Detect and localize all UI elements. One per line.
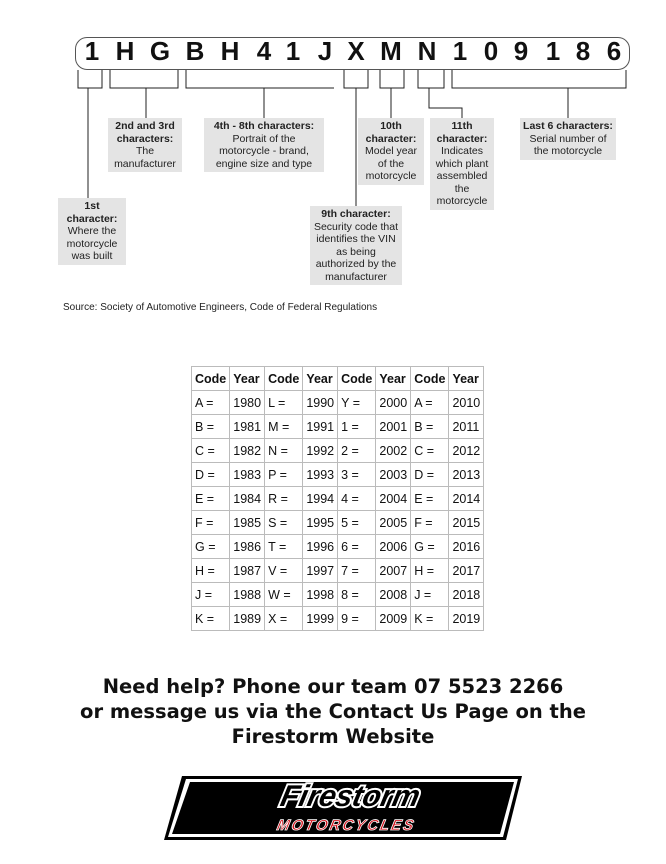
year-cell: 1982	[230, 439, 265, 463]
year-cell: 1983	[230, 463, 265, 487]
vin-character: 8	[575, 36, 591, 66]
bracket-1st	[78, 70, 102, 198]
code-cell: 5 =	[338, 511, 376, 535]
year-cell: 2010	[449, 391, 484, 415]
label-2nd-3rd: 2nd and 3rd characters: The manufacturer	[108, 118, 182, 172]
vin-character: N	[417, 36, 437, 66]
table-row	[192, 583, 484, 607]
year-cell: 2018	[449, 583, 484, 607]
vin-character: M	[380, 36, 402, 66]
year-cell: 1984	[230, 487, 265, 511]
code-cell: D =	[192, 463, 230, 487]
code-cell: F =	[411, 511, 449, 535]
year-cell: 1989	[230, 607, 265, 631]
vin-character: 1	[545, 36, 561, 66]
firestorm-logo	[160, 770, 530, 844]
code-cell: E =	[411, 487, 449, 511]
label-10th: 10th character: Model year of the motorcycle	[358, 118, 424, 185]
code-cell: J =	[411, 583, 449, 607]
label-1st: 1st character: Where the motorcycle was built	[58, 198, 126, 265]
table-row	[192, 415, 484, 439]
code-cell: W =	[265, 583, 303, 607]
code-cell: X =	[265, 607, 303, 631]
code-cell: C =	[411, 439, 449, 463]
year-cell: 2004	[376, 487, 411, 511]
year-cell: 2001	[376, 415, 411, 439]
code-cell: A =	[192, 391, 230, 415]
year-cell: 2006	[376, 535, 411, 559]
year-cell: 1998	[303, 583, 338, 607]
year-cell: 2015	[449, 511, 484, 535]
year-cell: 1990	[303, 391, 338, 415]
vin-character: 4	[256, 36, 272, 66]
code-cell: 6 =	[338, 535, 376, 559]
code-cell: G =	[411, 535, 449, 559]
table-row	[192, 391, 484, 415]
table-row	[192, 439, 484, 463]
year-cell: 1992	[303, 439, 338, 463]
year-cell: 2013	[449, 463, 484, 487]
bracket-last6	[452, 70, 626, 118]
year-cell: 2005	[376, 511, 411, 535]
code-cell: G =	[192, 535, 230, 559]
year-cell: 1997	[303, 559, 338, 583]
code-cell: J =	[192, 583, 230, 607]
year-cell: 1995	[303, 511, 338, 535]
column-header: Code	[192, 367, 230, 391]
vin-character: 6	[606, 36, 622, 66]
code-cell: D =	[411, 463, 449, 487]
year-cell: 2000	[376, 391, 411, 415]
code-cell: T =	[265, 535, 303, 559]
vin-character: J	[317, 36, 333, 66]
year-cell: 1996	[303, 535, 338, 559]
help-line-2: or message us via the Contact Us Page on the	[80, 700, 586, 723]
year-cell: 1993	[303, 463, 338, 487]
help-line-3: Firestorm Website	[231, 725, 435, 748]
code-cell: 1 =	[338, 415, 376, 439]
year-cell: 2011	[449, 415, 484, 439]
column-header: Code	[265, 367, 303, 391]
source-note: Source: Society of Automotive Engineers, Code of Federal Regulations	[63, 302, 378, 313]
table-row	[192, 535, 484, 559]
code-cell: H =	[192, 559, 230, 583]
label-11th: 11th character: Indicates which plant assembled the motorcycle	[430, 118, 494, 210]
year-cell: 2009	[376, 607, 411, 631]
code-cell: A =	[411, 391, 449, 415]
column-header: Year	[449, 367, 484, 391]
year-cell: 2012	[449, 439, 484, 463]
code-cell: L =	[265, 391, 303, 415]
year-cell: 2003	[376, 463, 411, 487]
column-header: Code	[411, 367, 449, 391]
code-cell: E =	[192, 487, 230, 511]
label-9th: 9th character: Security code that identifies the VIN as being authorized by the manufacturer	[310, 206, 402, 285]
model-year-table	[191, 366, 484, 631]
table-row	[192, 511, 484, 535]
svg-text:MOTORCYCLES: MOTORCYCLES	[275, 817, 418, 834]
vin-character: 1	[84, 36, 100, 66]
table-row	[192, 463, 484, 487]
vin-character: 1	[452, 36, 468, 66]
help-line-1: Need help? Phone our team 07 5523 2266	[102, 675, 564, 698]
year-cell: 1986	[230, 535, 265, 559]
vin-character: B	[185, 36, 205, 66]
table-row	[192, 487, 484, 511]
vin-character: 1	[285, 36, 301, 66]
code-cell: M =	[265, 415, 303, 439]
code-cell: Y =	[338, 391, 376, 415]
year-cell: 2007	[376, 559, 411, 583]
year-cell: 1988	[230, 583, 265, 607]
help-text	[0, 674, 666, 749]
code-cell: F =	[192, 511, 230, 535]
year-cell: 2002	[376, 439, 411, 463]
vin-character: H	[220, 36, 240, 66]
bracket-2nd-3rd	[110, 70, 178, 118]
bracket-4th-8th	[186, 70, 334, 118]
code-cell: P =	[265, 463, 303, 487]
code-cell: H =	[411, 559, 449, 583]
year-cell: 1981	[230, 415, 265, 439]
code-cell: N =	[265, 439, 303, 463]
vin-character: 0	[483, 36, 499, 66]
label-4th-8th: 4th - 8th characters: Portrait of the motorcycle - brand, engine size and type	[204, 118, 324, 172]
code-cell: 8 =	[338, 583, 376, 607]
bracket-10th	[380, 70, 404, 118]
code-cell: 9 =	[338, 607, 376, 631]
code-cell: 3 =	[338, 463, 376, 487]
year-cell: 2017	[449, 559, 484, 583]
code-cell: B =	[411, 415, 449, 439]
year-cell: 1999	[303, 607, 338, 631]
code-cell: B =	[192, 415, 230, 439]
code-cell: C =	[192, 439, 230, 463]
code-cell: K =	[192, 607, 230, 631]
year-cell: 1987	[230, 559, 265, 583]
year-cell: 1991	[303, 415, 338, 439]
code-cell: 2 =	[338, 439, 376, 463]
code-cell: 7 =	[338, 559, 376, 583]
vin-character: X	[347, 36, 365, 66]
code-cell: 4 =	[338, 487, 376, 511]
label-last6: Last 6 characters: Serial number of the motorcycle	[520, 118, 616, 160]
code-cell: R =	[265, 487, 303, 511]
column-header: Year	[376, 367, 411, 391]
bracket-11th	[418, 70, 462, 118]
year-cell: 2008	[376, 583, 411, 607]
year-cell: 1994	[303, 487, 338, 511]
column-header: Year	[230, 367, 265, 391]
vin-character: G	[149, 36, 171, 66]
column-header: Code	[338, 367, 376, 391]
column-header: Year	[303, 367, 338, 391]
table-header-row	[192, 367, 484, 391]
vin-character: H	[115, 36, 135, 66]
year-cell: 2014	[449, 487, 484, 511]
table-row	[192, 559, 484, 583]
table-row	[192, 607, 484, 631]
code-cell: K =	[411, 607, 449, 631]
code-cell: V =	[265, 559, 303, 583]
year-cell: 1980	[230, 391, 265, 415]
vin-character: 9	[513, 36, 529, 66]
code-cell: S =	[265, 511, 303, 535]
svg-text:Firestorm: Firestorm	[277, 780, 423, 813]
year-cell: 2019	[449, 607, 484, 631]
year-cell: 2016	[449, 535, 484, 559]
year-cell: 1985	[230, 511, 265, 535]
